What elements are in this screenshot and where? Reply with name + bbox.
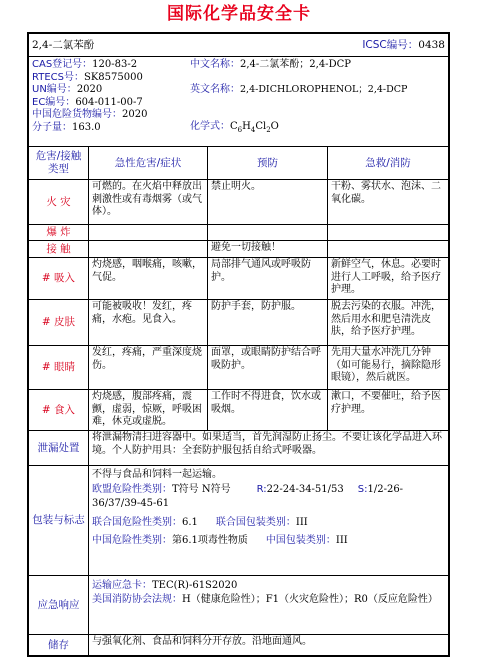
un-label: UN编号：	[32, 84, 77, 96]
cn-pack-label: 中国包装类别：	[265, 535, 336, 546]
spill-label: 泄漏处置	[29, 431, 89, 465]
hazard-row	[29, 225, 448, 241]
formula-value: $C_6H_4Cl_2O$	[230, 121, 279, 135]
rtecs-label: RTECS号：	[32, 71, 84, 83]
packaging-label: 包装与标志	[29, 466, 89, 575]
en-name-label: 英文名称：	[190, 83, 240, 95]
nfpa-label: 美国消防协会法规：	[92, 594, 182, 605]
emergency-row	[29, 576, 448, 635]
storage-row	[29, 635, 448, 655]
hazard-first-aid: 干粉、雾状水、泡沫、二氧化碳。	[331, 181, 441, 205]
hazard-prevention: 禁止明火。	[208, 180, 328, 224]
col-hazard: 急性危害/症状	[89, 147, 208, 179]
mw-label: 分子量：	[32, 121, 72, 133]
hazard-symptom	[89, 241, 208, 257]
emergency-label: 应急响应	[29, 576, 89, 634]
hazard-type: 火 灾	[29, 180, 89, 224]
col-first-aid: 急救/消防	[365, 156, 411, 169]
un-class-value: 6.1	[182, 516, 198, 528]
un-value: 2020	[76, 84, 103, 96]
hazard-type: # 食入	[29, 390, 89, 430]
header-row	[29, 34, 448, 57]
hazard-first-aid	[328, 241, 448, 257]
safety-card	[27, 32, 450, 657]
col-type: 危害/接触类型	[29, 147, 89, 179]
cn-name-label: 中文名称：	[190, 59, 240, 70]
s-value: 1/2-26-36/37/39-45-61	[92, 483, 404, 509]
hazard-prevention: 局部排气通风或呼吸防护。	[208, 258, 328, 299]
emergency-card-label: 运输应急卡：	[92, 580, 152, 591]
emergency-content	[89, 576, 448, 634]
spill-text: 将泄漏物清扫进容器中。如果适当，首先润湿防止扬尘。不要让该化学品进入环境。个人防护用具：全套防护服包括自给式呼吸器。	[92, 432, 442, 456]
icsc-label: ICSC编号：	[362, 39, 419, 51]
card-title: 国际化学品安全卡	[167, 4, 311, 24]
icsc-number	[319, 34, 448, 56]
cn-classification	[92, 534, 445, 549]
hazard-symptom: 灼烧感，咽喉痛，咳嗽，气促。	[89, 258, 208, 299]
hazard-row	[29, 300, 448, 346]
hazard-prevention: 防护手套，防护服。	[208, 300, 328, 345]
ec-value: 604-011-00-7	[75, 96, 143, 108]
cn-class-value: 第6.1项毒性物质	[172, 535, 248, 546]
nfpa-value: H（健康危险性）；F1（火灾危险性）；R0（反应危险性）	[182, 594, 438, 605]
eu-label: 欧盟危险性类别：	[92, 483, 172, 495]
hazard-type: # 吸入	[29, 258, 89, 299]
hazard-prevention	[208, 225, 328, 240]
hazard-row	[29, 390, 448, 431]
ec-label: EC编号：	[32, 96, 76, 108]
cn-name-value: 2,4-二氯苯酚；2,4-DCP	[240, 59, 351, 70]
packaging-row	[29, 466, 448, 576]
hazard-symptom: 可燃的。在火焰中释放出刺激性或有毒烟雾（或气体）。	[89, 180, 208, 224]
hazard-row	[29, 180, 448, 225]
un-class-label: 联合国危险性类别：	[92, 516, 182, 528]
hazard-symptom: 可能被吸收！发红，疼痛，水疱。见食入。	[89, 300, 208, 345]
hazard-first-aid: 先用大量水冲洗几分钟（如可能易行，摘除隐形眼镜），然后就医。	[331, 347, 441, 383]
col-prevention: 预防	[208, 147, 328, 179]
emergency-card-value: TEC(R)-61S2020	[152, 580, 238, 591]
identity-names	[187, 57, 448, 146]
hazard-symptom	[89, 225, 208, 240]
chemical-name: 2,4-二氯苯酚	[32, 39, 95, 51]
rtecs-value: SK8575000	[83, 71, 143, 83]
un-classification	[92, 516, 445, 531]
un-pack-value: III	[295, 516, 308, 528]
identity-block	[29, 57, 448, 147]
icsc-value: 0438	[418, 39, 445, 51]
cas-label: CAS登记号：	[32, 59, 93, 70]
un-pack-label: 联合国包装类别：	[215, 516, 296, 528]
cn-pack-value: III	[335, 535, 348, 546]
r-value: 22-24-34-51/53	[266, 483, 344, 495]
eu-classification	[92, 483, 445, 512]
storage-label: 储存	[29, 635, 89, 655]
r-label: R:	[256, 483, 267, 495]
packaging-note: 不得与食品和饲料一起运输。	[92, 469, 222, 480]
cn-class-label: 中国危险性类别：	[92, 535, 172, 546]
hazard-symptom: 发红，疼痛，严重深度烧伤。	[89, 346, 208, 389]
hazard-row	[29, 258, 448, 300]
hazard-row	[29, 346, 448, 390]
cn-danger-value: 2020	[122, 109, 148, 121]
hazard-first-aid	[328, 225, 448, 240]
hazard-prevention: 面罩，或眼睛防护结合呼吸防护。	[208, 346, 328, 389]
hazard-first-aid: 漱口，不要催吐，给予医疗护理。	[331, 391, 441, 415]
cas-value: 120-83-2	[92, 59, 138, 70]
s-label: S:	[357, 483, 368, 495]
hazard-prevention: 避免一切接触！	[208, 241, 328, 257]
hazard-type: # 皮肤	[29, 300, 89, 345]
eu-value: T符号 N符号	[172, 483, 231, 495]
storage-text: 与强氧化剂、食品和饲料分开存放。沿地面通风。	[92, 636, 312, 647]
hazard-prevention: 工作时不得进食，饮水或吸烟。	[208, 390, 328, 430]
hazard-type: 爆 炸	[29, 225, 89, 240]
en-name-value: 2,4-DICHLOROPHENOL；2,4-DCP	[240, 83, 408, 95]
hazard-first-aid: 脱去污染的衣服。冲洗，然后用水和肥皂清洗皮肤，给予医疗护理。	[331, 301, 441, 337]
cn-danger-label: 中国危险货物编号：	[32, 109, 122, 121]
formula-label: 化学式：	[190, 121, 230, 133]
identity-codes	[29, 57, 187, 146]
spill-row	[29, 431, 448, 466]
hazard-row	[29, 241, 448, 258]
hazard-symptom: 灼烧感，腹部疼痛，震颤，虚弱，惊厥，呼吸困难，休克或虚脱。	[89, 390, 208, 430]
mw-value: 163.0	[72, 121, 101, 133]
hazard-type: 接 触	[29, 241, 89, 257]
hazard-first-aid: 新鲜空气，休息。必要时进行人工呼吸，给予医疗护理。	[331, 259, 441, 295]
column-header-row	[29, 147, 448, 180]
packaging-content	[89, 466, 448, 575]
hazard-type: # 眼睛	[29, 346, 89, 389]
